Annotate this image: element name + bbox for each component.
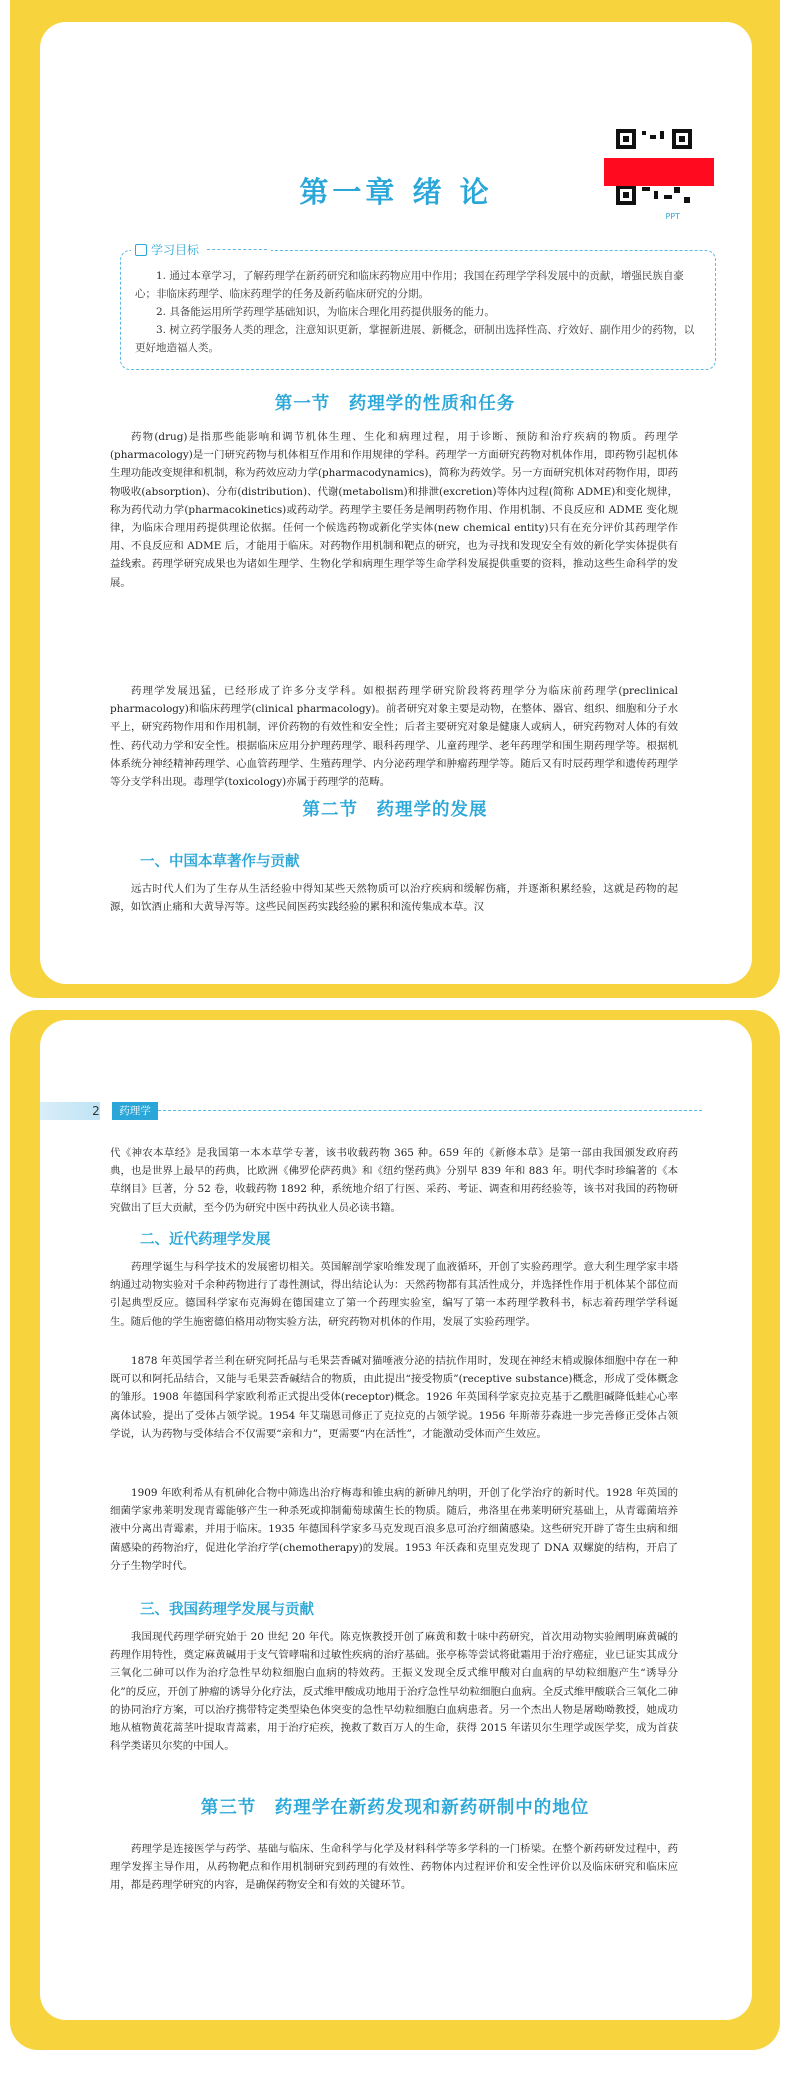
subsection-1-title: 一、中国本草著作与贡献 bbox=[140, 853, 300, 870]
learning-goal-item: 2. 具备能运用所学药理学基础知识，为临床合理化用药提供服务的能力。 bbox=[156, 306, 495, 318]
body-paragraph: 我国现代药理学研究始于 20 世纪 20 年代。陈克恢教授开创了麻黄和数十味中药研究，首次用动物实验阐明麻黄碱的药理作用特性，奠定麻黄碱用于支气管哮喘和过敏性疾病的治疗基础。张亭栋等尝试将砒霜用于治疗癌症，业已证实其成分三氧化二砷可以作为治疗急性早幼粒细胞白血病的特效药。王振义发现全反式维甲酸对白血病的早幼粒细胞产生“诱导分化”的反应，开创了肿瘤的诱导分化疗法，反式维甲酸成功地用于治疗急性早幼粒细胞白血病。全反式维甲酸联合三氧化二砷的协同治疗方案，可以治疗携带特定类型染色体突变的急性早幼粒细胞白血病患者。另一个杰出人物是屠呦呦教授，她成功地从植物黄花蒿茎叶提取青蒿素，用于治疗疟疾，挽救了数百万人的生命，获得 2015 年诺贝尔生理学或医学奖，成为首获科学类诺贝尔奖的中国人。 bbox=[110, 1631, 678, 1753]
body-paragraph: 药理学发展迅猛，已经形成了许多分支学科。如根据药理学研究阶段将药理学分为临床前药理学(preclinical pharmacology)和临床药理学(clinical pharmacology)。前者研究对象主要是动物，在整体、器官、组织、细胞和分子水平上，研究药物作用和作用机制，评价药物的有效性和安全性；后者主要研究对象是健康人或病人，研究药物对人体的有效性、药代动力学和安全性。根据临床应用分护理药理学、眼科药理学、儿童药理学、老年药理学和围生期药理学等。根据机体系统分神经精神药理学、心血管药理学、生殖药理学、内分泌药理学和肿瘤药理学等。随后又有时辰药理学和遗传药理学等分支学科出现。毒理学(toxicology)亦属于药理学的范畴。 bbox=[110, 685, 678, 789]
learning-goal-item: 3. 树立药学服务人类的理念，注意知识更新，掌握新进展、新概念，研制出选择性高、疗效好、副作用少的药物，以更好地造福人类。 bbox=[135, 324, 695, 354]
body-paragraph: 1878 年英国学者兰利在研究阿托品与毛果芸香碱对猫唾液分泌的拮抗作用时，发现在神经末梢或腺体细胞中存在一种既可以和阿托品结合，又能与毛果芸香碱结合的物质，由此提出“接受物质”(receptive substance)概念，形成了受体概念的雏形。1908 年德国科学家欧利希正式提出受体(receptor)概念。1926 年英国科学家克拉克基于乙酰胆碱降低蛙心心率离体试验，提出了受体占领学说。1954 年艾瑞恩司修正了克拉克的占领学说。1956 年斯蒂芬森进一步完善修正受体占领学说，认为药物与受体结合不仅需要“亲和力”，更需要“内在活性”，才能激动受体而产生效应。 bbox=[110, 1355, 678, 1440]
section-2-title: 第二节 药理学的发展 bbox=[302, 800, 488, 820]
body-paragraph: 药物(drug)是指那些能影响和调节机体生理、生化和病理过程，用于诊断、预防和治疗疾病的物质。药理学(pharmacology)是一门研究药物与机体相互作用和作用规律的学科。药理学一方面研究药物对机体作用，即药物引起机体生理功能改变规律和机制，称为药效应动力学(pharmacodynamics)，简称为药效学。另一方面研究机体对药物作用，即药物吸收(absorption)、分布(distribution)、代谢(metabolism)和排泄(excretion)等体内过程(简称 ADME)和变化规律，称为药代动力学(pharmacokinetics)或药动学。药理学主要任务是阐明药物作用、作用机制、不良反应和 ADME 变化规律，为临床合理用药提供理论依据。任何一个候选药物或新化学实体(new chemical entity)只有在充分评价其药理学作用、不良反应和 ADME 后，才能用于临床。对药物作用机制和靶点的研究，也为寻找和发现安全有效的新化学实体提供有益线索。药理学研究成果也为诸如生理学、生物化学和病理生理学等生命学科发展提供重要的资料，推动这些生命科学的发展。 bbox=[110, 431, 678, 589]
page-number: 2 bbox=[92, 1104, 100, 1118]
learning-goals-heading bbox=[131, 241, 271, 258]
subsection-3-title: 三、我国药理学发展与贡献 bbox=[140, 1601, 314, 1618]
subsection-2-title: 二、近代药理学发展 bbox=[140, 1231, 271, 1248]
heading-divider bbox=[207, 249, 267, 250]
header-divider bbox=[158, 1110, 702, 1111]
qr-label: PPT bbox=[665, 212, 680, 221]
body-paragraph: 1909 年欧利希从有机砷化合物中筛选出治疗梅毒和锥虫病的新砷凡纳明，开创了化学治疗的新时代。1928 年英国的细菌学家弗莱明发现青霉能够产生一种杀死或抑制葡萄球菌生长的物质。随后，弗洛里在弗莱明研究基础上，从青霉菌培养液中分离出青霉素，并用于临床。1935 年德国科学家多马克发现百浪多息可治疗细菌感染。这些研究开辟了寄生虫病和细菌感染的药物治疗，促进化学治疗学(chemotherapy)的发展。1953 年沃森和克里克发现了 DNA 双螺旋的结构，开启了分子生物学时代。 bbox=[110, 1487, 678, 1572]
learning-goal-item: 1. 通过本章学习，了解药理学在新药研究和临床药物应用中作用；我国在药理学学科发展中的贡献，增强民族自豪心；非临床药理学、临床药理学的任务及新药临床研究的分期。 bbox=[135, 270, 684, 300]
book-title-tab: 药理学 bbox=[112, 1102, 158, 1120]
body-paragraph: 药理学是连接医学与药学、基础与临床、生命科学与化学及材料科学等多学科的一门桥梁。在整个新药研发过程中，药理学发挥主导作用，从药物靶点和作用机制研究到药理的有效性、药物体内过程评价和安全性评价以及临床研究和临床应用，都是药理学研究的内容，是确保药物安全和有效的关键环节。 bbox=[110, 1843, 678, 1892]
chapter-title: 第一章 绪 论 bbox=[299, 175, 493, 209]
qr-mask bbox=[604, 158, 714, 186]
body-paragraph: 药理学诞生与科学技术的发展密切相关。英国解剖学家哈维发现了血液循环，开创了实验药理学。意大利生理学家丰塔纳通过动物实验对千余种药物进行了毒性测试，得出结论认为：天然药物都有其活性成分，并选择性作用于机体某个部位而引起典型反应。德国科学家布克海姆在德国建立了第一个药理实验室，编写了第一本药理学教科书，标志着药理学学科诞生。随后他的学生施密德伯格用动物实验方法，研究药物对机体的作用，发展了实验药理学。 bbox=[110, 1261, 678, 1328]
section-1-title: 第一节 药理学的性质和任务 bbox=[274, 394, 516, 414]
section-3-title: 第三节 药理学在新药发现和新药研制中的地位 bbox=[200, 1798, 590, 1818]
book-icon bbox=[135, 244, 147, 256]
learning-goals-box bbox=[120, 243, 716, 370]
body-paragraph: 代《神农本草经》是我国第一本本草学专著，该书收载药物 365 种。659 年的《新修本草》是第一部由我国颁发政府药典，也是世界上最早的药典，比欧洲《佛罗伦萨药典》和《纽约堡药典》分别早 839 年和 883 年。明代李时珍编著的《本草纲目》巨著，分 52 卷，收载药物 1892 种，系统地介绍了行医、采药、考证、调查和用药经验等，该书对我国的药物研究做出了巨大贡献，至今仍为研究中医中药执业人员必读书籍。 bbox=[110, 1147, 678, 1214]
running-header bbox=[40, 1100, 752, 1122]
learning-goals-title: 学习目标 bbox=[151, 243, 200, 257]
body-paragraph: 远古时代人们为了生存从生活经验中得知某些天然物质可以治疗疾病和缓解伤痛，并逐渐积累经验，这就是药物的起源，如饮酒止痛和大黄导泻等。这些民间医药实践经验的累积和流传集成本草。汉 bbox=[110, 883, 678, 914]
